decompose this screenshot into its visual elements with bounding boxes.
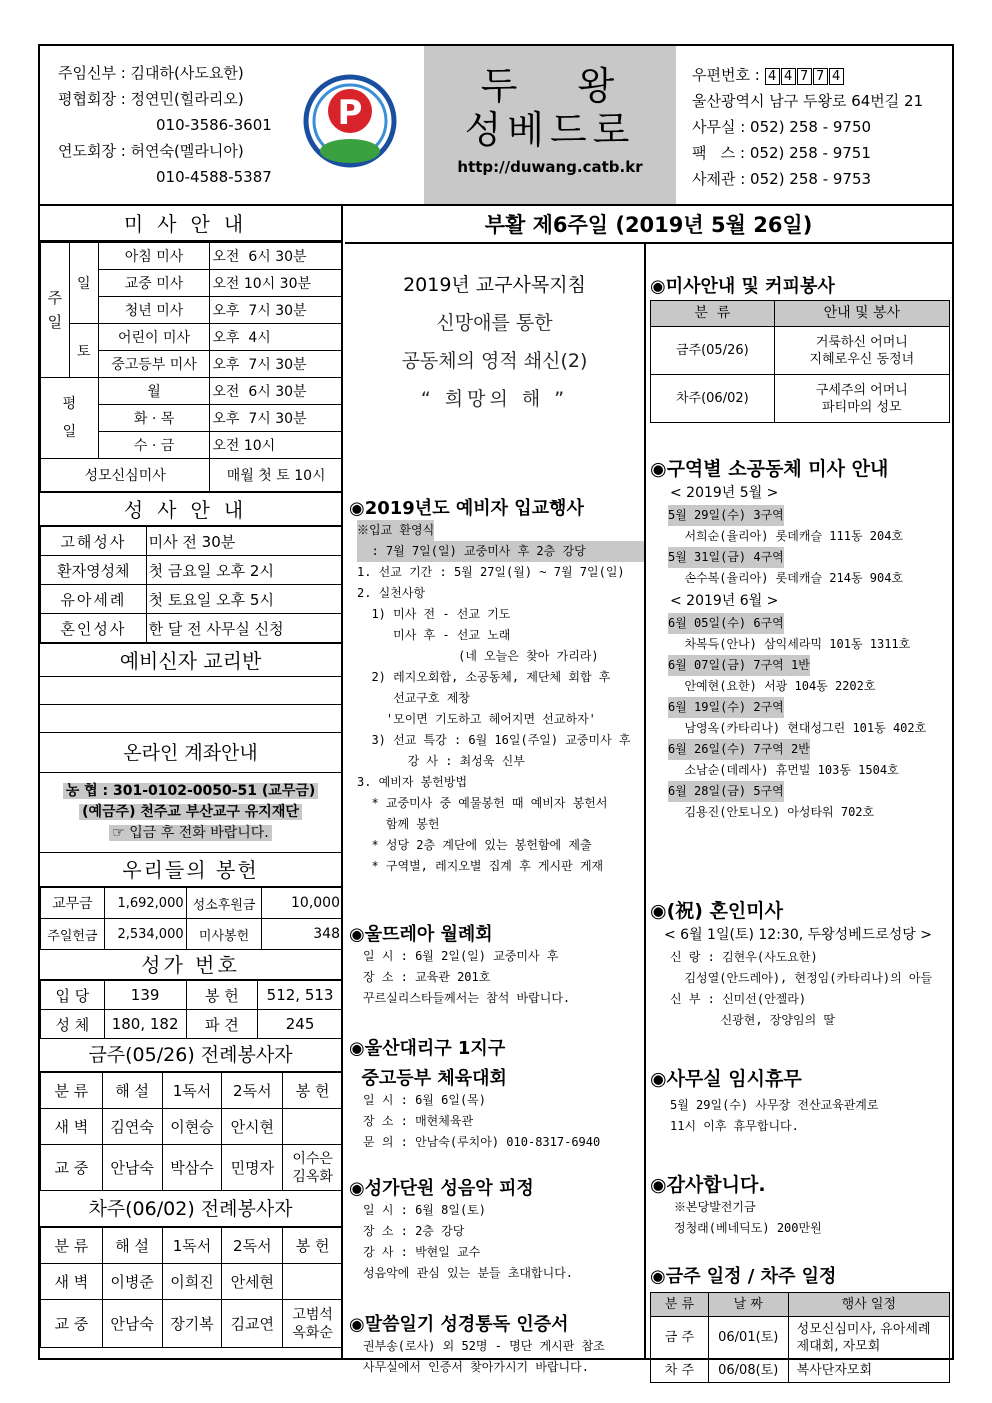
section-choir-retreat [349,1174,644,1284]
hymn-table [40,980,343,1039]
section-body [363,1200,644,1284]
servers-cell: 이현승 [162,1109,222,1145]
body-line: 김성열(안드레아), 현정임(카타리나)의 아들 [670,971,933,985]
offering-label: 미사봉헌 [186,919,262,950]
servers-cell: 김연숙 [102,1109,162,1145]
servers-head: 해 설 [102,1228,162,1264]
website-link[interactable]: http://duwang.catb.kr [457,158,643,176]
offering-table [40,887,343,950]
online-title: 온라인 계좌안내 [40,733,341,773]
mass-name: 교중 미사 [98,270,210,297]
middle-column [345,244,646,1374]
table-cell: 금 주 [651,1317,709,1359]
section-ultreya [349,920,644,1009]
body-line: 남영옥(카타리나) 현대성그린 101동 402호 [670,721,927,735]
section-community-mass [650,454,950,823]
offering-value: 1,692,000 [104,888,186,919]
servers-cell: 교 중 [41,1145,103,1191]
servers-cell: 안남숙 [102,1300,162,1348]
servers-cell: 안남숙 [102,1145,162,1191]
mass-time: 오전 6시 30분 [210,243,343,270]
fax: 팩 스 : 052) 258 - 9751 [692,144,871,162]
bulletin-page [38,44,954,1378]
title-box [424,46,676,204]
servers-this-title: 금주(05/26) 전례봉사자 [40,1039,341,1072]
account-holder: (예금주) 천주교 부산교구 유지재단 [79,804,302,820]
table-cell: 06/01(토) [708,1317,788,1359]
body-line: 6월 26일(수) 7구역 2반 [668,739,810,760]
body-line: 사무실에서 인증서 찾아가시기 바랍니다. [363,1360,589,1374]
account-note: ☞ 입금 후 전화 바랍니다. [109,825,272,841]
mass-name: 중고등부 미사 [98,351,210,378]
body-line: 권부송(로사) 외 52명 - 명단 게시판 참조 [363,1339,605,1353]
body-line: 2. 실천사항 [357,586,426,600]
rectory-phone: 사제관 : 052) 258 - 9753 [692,170,872,188]
mass-name: 화 · 목 [98,405,210,432]
pastoral-theme [345,266,644,418]
body-line: ※입교 환영식 [357,520,434,541]
sacrament-title: 성사안내 [40,492,341,526]
servers-cell: 장기복 [162,1300,222,1348]
section-title: ◉울산대리구 1지구 [349,1038,506,1059]
body-line: 6월 05일(수) 6구역 [668,613,784,634]
header [40,46,952,206]
theme-line: 공동체의 영적 쇄신(2) [401,350,588,372]
servers-head: 봉 헌 [283,1228,343,1264]
body-line: 장 소 : 2층 강당 [363,1224,465,1238]
servers-head: 해 설 [102,1073,162,1109]
mass-name: 어린이 미사 [98,324,210,351]
table-head: 분 류 [651,301,775,327]
bank-account: 농 협 : 301-0102-0050-51 (교무금) [63,783,319,799]
section-body [363,1336,644,1378]
body-line: 1. 선교 기간 : 5월 27일(월) ~ 7월 7일(일) [357,565,625,579]
address: 울산광역시 남구 두왕로 64번길 21 [692,92,924,110]
section-body [363,946,644,1009]
body-line: 일 시 : 6월 8일(토) [363,1203,486,1217]
body-line: 일 시 : 6월 2일(일) 교중미사 후 [363,949,559,963]
section-bible-reading [349,1310,644,1378]
servers-cell: 민명자 [222,1145,283,1191]
body-line: 문 의 : 안남숙(루치아) 010-8317-6940 [363,1135,601,1149]
section-body [357,520,644,877]
section-catechumen-event [349,494,644,877]
mass-time: 오전 10시 [210,432,343,459]
hymn-number: 180, 182 [104,1010,186,1039]
servers-head: 2독서 [222,1228,283,1264]
body-line: 신 부 : 신미선(안젤라) [670,992,807,1006]
sacrament-name: 혼인성사 [41,614,147,643]
servers-cell: 새 벽 [41,1264,103,1300]
body-line: 6월 28일(금) 5구역 [668,781,784,802]
association-president: 연도회장 : 허연숙(멜라니아) [58,142,244,160]
body-line: (네 오늘은 찾아 가리라) [357,649,599,663]
section-title: ◉(祝) 혼인미사 [650,900,783,922]
body-line: 1) 미사 전 - 선교 기도 [357,607,511,621]
body-line: 서희순(율리아) 롯데캐슬 111동 204호 [670,529,904,543]
body-line: 김용진(안토니오) 아성타워 702호 [670,805,875,819]
section-body [670,1095,950,1137]
catechumen-blank [40,705,341,733]
schedule-table [650,1292,950,1383]
table-head: 날 짜 [708,1293,788,1317]
catechumen-title: 예비신자 교리반 [40,643,341,677]
right-column [648,244,952,1378]
servers-cell: 고범석 옥화순 [283,1300,343,1348]
pastor: 주임신부 : 김대하(사도요한) [58,64,244,82]
hymn-label: 성 체 [41,1010,105,1039]
section-body [363,1090,644,1153]
body-line: 선교구호 제창 [357,691,470,705]
sunday-il: 일 [69,243,98,324]
offering-label: 성소후원금 [186,888,262,919]
body-line: 3) 선교 특강 : 6월 16일(주일) 교중미사 후 [357,733,631,747]
table-cell: 구세주의 어머니 파티마의 성모 [774,375,949,423]
hymn-number: 139 [104,981,186,1010]
body-line: 손수복(율리아) 롯데캐슬 214동 904호 [670,571,904,585]
servers-cell: 안세현 [222,1264,283,1300]
body-line: 일 시 : 6월 6일(목) [363,1093,486,1107]
body-line: 11시 이후 휴무합니다. [670,1119,799,1133]
sacrament-value: 첫 금요일 오후 2시 [146,556,342,585]
section-body [670,947,950,1031]
section-title: ◉2019년도 예비자 입교행사 [349,498,584,519]
body-line: * 성당 2층 계단에 있는 봉헌함에 제출 [357,838,592,852]
offering-label: 주일헌금 [41,919,105,950]
section-title: ◉미사안내 및 커피봉사 [650,276,835,297]
servers-cell: 안시현 [222,1109,283,1145]
body-line: ※본당발전기금 [674,1200,756,1214]
hymn-label: 파 견 [186,1010,258,1039]
servers-head: 봉 헌 [283,1073,343,1109]
sacrament-name: 환자영성체 [41,556,147,585]
mass-time: 오전 10시 30분 [210,270,343,297]
wedding-date: < 6월 1일(토) 12:30, 두왕성베드로성당 > [664,927,933,943]
body-line: : 7월 7일(일) 교중미사 후 2층 강당 [357,541,644,562]
body-line: < 2019년 6월 > [670,593,779,609]
account-info [40,773,341,853]
section-thanks [650,1170,950,1239]
hymn-title: 성가 번호 [40,950,341,980]
servers-cell: 이수은 김옥화 [283,1145,343,1191]
body-line: 성음악에 관심 있는 분들 초대합니다. [363,1266,574,1280]
sacrament-value: 첫 토요일 오후 5시 [146,585,342,614]
office-phone: 사무실 : 052) 258 - 9750 [692,118,872,136]
table-cell: 차 주 [651,1359,709,1383]
servers-cell: 교 중 [41,1300,103,1348]
table-cell: 복사단자모회 [788,1359,949,1383]
servers-next-title: 차주(06/02) 전례봉사자 [40,1191,341,1227]
staff-info [58,60,272,190]
body-line: 차복득(안나) 삼익세라믹 101동 1311호 [670,637,911,651]
servers-cell: 새 벽 [41,1109,103,1145]
body-line: 신광현, 장양임의 딸 [670,1013,835,1027]
section-title: ◉감사합니다. [650,1174,766,1196]
sacrament-value: 한 달 전 사무실 신청 [146,614,342,643]
parish-name-line1: 두왕 [480,64,675,108]
servers-head: 2독서 [222,1073,283,1109]
catechumen-blank [40,677,341,705]
hymn-label: 봉 헌 [186,981,258,1010]
saturday-to: 토 [69,324,98,378]
table-cell: 금주(05/26) [651,327,775,375]
body-line: 3. 예비자 봉헌방법 [357,775,468,789]
offering-value: 10,000 [262,888,343,919]
body-line: 6월 19일(수) 2구역 [668,697,784,718]
sunday-label: 주 일 [41,243,70,378]
table-cell: 성모신심미사, 유아세례 제대회, 자모회 [788,1317,949,1359]
body-line: 소남순(데레사) 휴먼빌 103동 1504호 [670,763,899,777]
section-title: ◉구역별 소공동체 미사 안내 [650,458,889,480]
body-line: 안예현(요한) 서광 104동 2202호 [670,679,876,693]
mass-name: 청년 미사 [98,297,210,324]
mass-time: 오후 7시 30분 [210,297,343,324]
servers-cell: 이희진 [162,1264,222,1300]
body-line: 함께 봉헌 [357,817,440,831]
mass-name: 수 · 금 [98,432,210,459]
table-head: 행사 일정 [788,1293,949,1317]
body-line: * 교중미사 중 예물봉헌 때 예비자 봉헌서 [357,796,608,810]
body-line: < 2019년 5월 > [670,485,779,501]
svg-text:P: P [337,93,363,133]
table-cell: 06/08(토) [708,1359,788,1383]
body-line: 신 랑 : 김현우(사도요한) [670,950,818,964]
section-sports-day [349,1034,644,1153]
body-line: '모이면 기도하고 헤어지면 선교하자' [357,712,596,726]
body-line: 5월 29일(수) 사무장 전산교육관계로 [670,1098,879,1112]
servers-next-table [40,1227,343,1348]
mass-time: 오후 4시 [210,324,343,351]
servers-this-table [40,1072,343,1191]
zip-code: 우편번호 : 4 4 7 7 4 [692,62,923,88]
body-line: 장 소 : 교육관 201호 [363,970,491,984]
council-president: 평협회장 : 정연민(힐라리오) [58,90,244,108]
body-line: 5월 31일(금) 4구역 [668,547,784,568]
sacrament-name: 고해성사 [41,527,147,556]
heart-mass-name: 성모신심미사 [41,459,210,492]
body-line: 정청래(베네딕도) 200만원 [674,1221,822,1235]
table-head: 안내 및 봉사 [774,301,949,327]
offering-value: 2,534,000 [104,919,186,950]
left-column [40,206,343,1360]
contact-info [692,62,923,192]
body-line: 강 사 : 최성욱 신부 [357,754,525,768]
section-title: 중고등부 체육대회 [349,1068,507,1089]
council-phone: 010-3586-3601 [156,116,272,134]
section-body [674,1197,950,1239]
servers-cell [283,1264,343,1300]
servers-head: 1독서 [162,1073,222,1109]
offering-label: 교무금 [41,888,105,919]
section-title: ◉말씀일기 성경통독 인증서 [349,1314,569,1335]
association-phone: 010-4588-5387 [156,168,272,186]
body-line: 5월 29일(수) 3구역 [668,505,784,526]
servers-cell: 박삼수 [162,1145,222,1191]
hymn-number: 245 [258,1010,343,1039]
theme-line: “ 희망의 해 ” [420,388,569,410]
mass-name: 아침 미사 [98,243,210,270]
weekday-label: 평 일 [41,378,99,459]
servers-head: 1독서 [162,1228,222,1264]
mass-time: 오전 6시 30분 [210,378,343,405]
offering-value: 348 [262,919,343,950]
sacrament-table [40,526,343,643]
servers-head: 분 류 [41,1073,103,1109]
section-title: ◉성가단원 성음악 피정 [349,1178,534,1199]
table-cell: 차주(06/02) [651,375,775,423]
table-head: 분 류 [651,1293,709,1317]
hymn-label: 입 당 [41,981,105,1010]
parish-name-line2: 성베드로 [464,108,636,152]
section-body [670,481,950,823]
coffee-service-table [650,300,950,423]
section-wedding [650,896,950,1031]
body-line: 6월 07일(금) 7구역 1반 [668,655,810,676]
mass-time: 오후 7시 30분 [210,405,343,432]
parish-logo-icon [300,66,400,186]
body-line: 2) 레지오회합, 소공동체, 제단체 회합 후 [357,670,611,684]
section-title: ◉금주 일정 / 차주 일정 [650,1266,837,1287]
section-title: ◉사무실 임시휴무 [650,1068,802,1090]
mass-time: 오후 7시 30분 [210,351,343,378]
mass-name: 월 [98,378,210,405]
body-line: 미사 후 - 선교 노래 [357,628,511,642]
theme-line: 2019년 교구사목지침 [403,274,586,296]
servers-head: 분 류 [41,1228,103,1264]
body-line: * 구역별, 레지오별 집계 후 게시판 게재 [357,859,604,873]
liturgical-date: 부활 제6주일 (2019년 5월 26일) [345,206,952,244]
servers-cell: 김교연 [222,1300,283,1348]
section-title: ◉울뜨레아 월례회 [349,924,493,945]
sacrament-name: 유아세례 [41,585,147,614]
mass-table [40,242,343,492]
body-line: 강 사 : 박현일 교수 [363,1245,481,1259]
section-office-closed [650,1064,950,1137]
servers-cell: 이병준 [102,1264,162,1300]
body-line: 장 소 : 매현체육관 [363,1114,474,1128]
offering-title: 우리들의 봉헌 [40,853,341,887]
hymn-number: 512, 513 [258,981,343,1010]
table-cell: 거룩하신 어머니 지혜로우신 동정녀 [774,327,949,375]
heart-mass-time: 매월 첫 토 10시 [210,459,343,492]
servers-cell [283,1109,343,1145]
body-line: 꾸르실리스타들께서는 참석 바랍니다. [363,991,571,1005]
sacrament-value: 미사 전 30분 [146,527,342,556]
mass-title: 미사안내 [40,206,341,242]
theme-line: 신망애를 통한 [436,312,553,334]
